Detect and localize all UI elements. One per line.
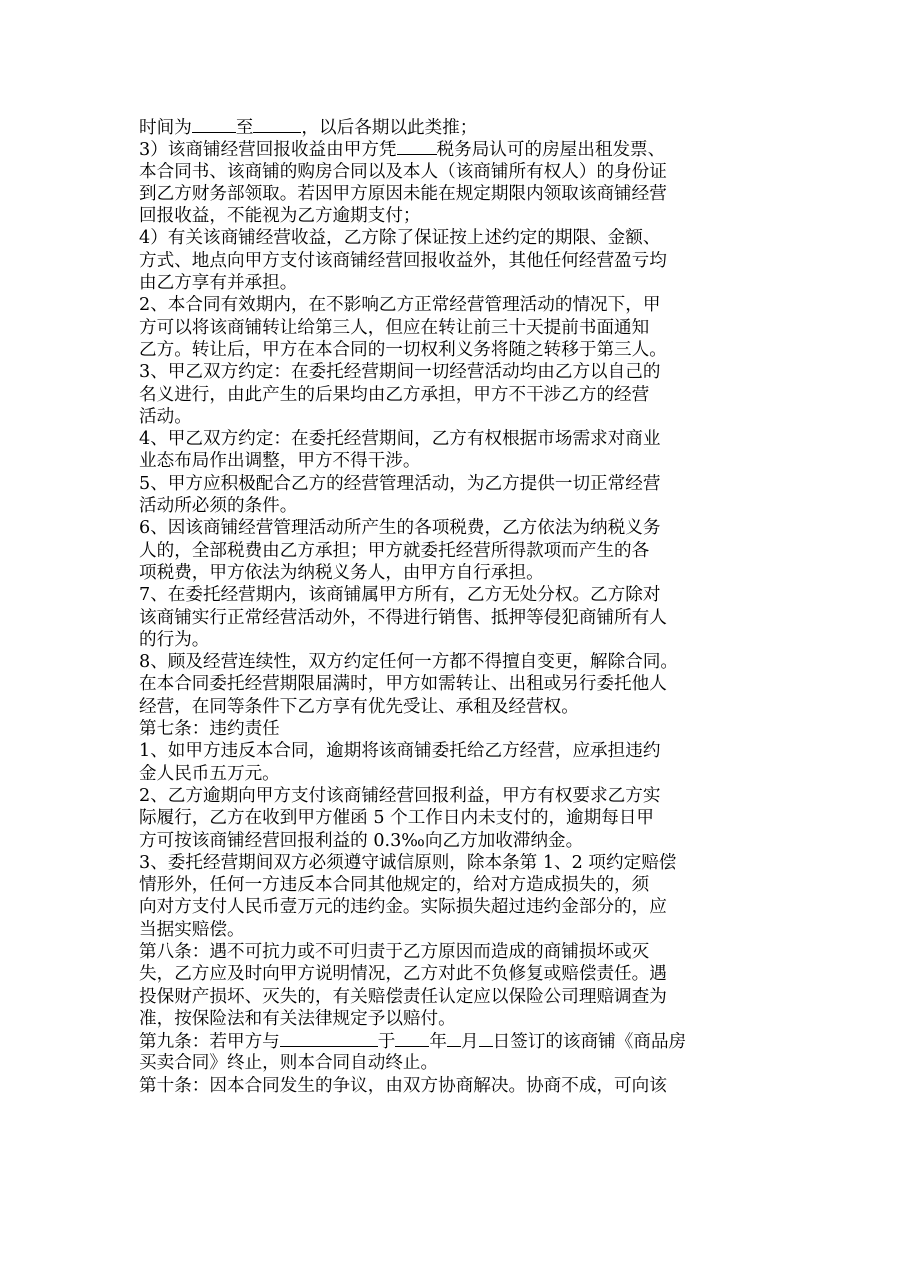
- text-line: 在本合同委托经营期限届满时，甲方如需转让、出租或另行委托他人: [139, 674, 667, 695]
- text-line: 第九条：若甲方与 于 年 月 日签订的该商铺《商品房: [139, 1032, 687, 1053]
- text-line: 业态布局作出调整，甲方不得干涉。: [139, 451, 421, 472]
- text-line: 际履行，乙方在收到甲方催函 5 个工作日内未支付的，逾期每日甲: [139, 808, 655, 829]
- contract-body-text: [139, 116, 799, 1097]
- text-line: 该商铺实行正常经营活动外，不得进行销售、抵押等侵犯商铺所有人: [139, 607, 667, 628]
- text-line: 的行为。: [139, 629, 210, 650]
- text-line: 方式、地点向甲方支付该商铺经营回报收益外，其他任何经营盈亏均: [139, 250, 667, 271]
- fill-in-blank: [479, 1030, 493, 1047]
- text-line: 活动。: [139, 406, 192, 427]
- text-line: 由乙方享有并承担。: [139, 273, 298, 294]
- text-line: 3、甲乙双方约定：在委托经营期间一切经营活动均由乙方以自己的: [139, 362, 661, 383]
- text-line: 6、因该商铺经营管理活动所产生的各项税费，乙方依法为纳税义务: [139, 518, 661, 539]
- text-line: 本合同书、该商铺的购房合同以及本人（该商铺所有权人）的身份证: [139, 161, 667, 182]
- text-line: 2、本合同有效期内，在不影响乙方正常经营管理活动的情况下，甲: [139, 295, 661, 316]
- text-line: 8、顾及经营连续性，双方约定任何一方都不得擅自变更，解除合同。: [139, 652, 679, 673]
- fill-in-blank: [280, 1030, 378, 1047]
- text-line: 回报收益，不能视为乙方逾期支付；: [139, 206, 421, 227]
- text-line: 方可按该商铺经营回报利益的 0.3‰向乙方加收滞纳金。: [139, 830, 584, 851]
- fill-in-blank: [192, 116, 236, 133]
- text-line: 人的，全部税费由乙方承担；甲方就委托经营所得款项而产生的各: [139, 540, 650, 561]
- text-line: 投保财产损坏、灭失的，有关赔偿责任认定应以保险公司理赔调查为: [139, 986, 667, 1007]
- text-line: 乙方。转让后，甲方在本合同的一切权利义务将随之转移于第三人。: [139, 339, 667, 360]
- text-line: 4、甲乙双方约定：在委托经营期间，乙方有权根据市场需求对商业: [139, 429, 661, 450]
- text-line: 项税费，甲方依法为纳税义务人，由甲方自行承担。: [139, 562, 544, 583]
- text-line: 第八条：遇不可抗力或不可归责于乙方原因而造成的商铺损坏或灭: [139, 941, 650, 962]
- text-line: 到乙方财务部领取。若因甲方原因未能在规定期限内领取该商铺经营: [139, 183, 667, 204]
- fill-in-blank: [395, 1030, 429, 1047]
- text-line: 7、在委托经营期内，该商铺属甲方所有，乙方无处分权。乙方除对: [139, 585, 661, 606]
- text-line: 买卖合同》终止，则本合同自动终止。: [139, 1053, 439, 1074]
- fill-in-blank: [253, 116, 301, 133]
- text-line: 第十条：因本合同发生的争议，由双方协商解决。协商不成，可向该: [139, 1075, 667, 1096]
- text-line: 3）该商铺经营回报收益由甲方凭 税务局认可的房屋出租发票、: [139, 140, 666, 161]
- text-line: 准，按保险法和有关法律规定予以赔付。: [139, 1008, 456, 1029]
- text-line: 3、委托经营期间双方必须遵守诚信原则，除本条第 1、2 项约定赔偿: [139, 852, 677, 873]
- text-line: 情形外，任何一方违反本合同其他规定的，给对方造成损失的，须: [139, 875, 650, 896]
- text-line: 时间为 至 ，以后各期以此类推；: [139, 118, 478, 138]
- text-line: 向对方支付人民币壹万元的违约金。实际损失超过违约金部分的，应: [139, 897, 667, 918]
- text-line: 当据实赔偿。: [139, 919, 245, 940]
- text-line: 经营，在同等条件下乙方享有优先受让、承租及经营权。: [139, 696, 579, 717]
- section-heading: 第七条：违约责任: [139, 719, 280, 740]
- text-line: 2、乙方逾期向甲方支付该商铺经营回报利益，甲方有权要求乙方实: [139, 785, 661, 806]
- text-line: 失，乙方应及时向甲方说明情况，乙方对此不负修复或赔偿责任。遇: [139, 964, 667, 985]
- text-line: 金人民币五万元。: [139, 763, 280, 784]
- text-line: 方可以将该商铺转让给第三人，但应在转让前三十天提前书面通知: [139, 317, 650, 338]
- fill-in-blank: [397, 138, 437, 155]
- text-line: 1、如甲方违反本合同，逾期将该商铺委托给乙方经营，应承担违约: [139, 741, 661, 762]
- text-line: 4）有关该商铺经营收益，乙方除了保证按上述约定的期限、金额、: [139, 228, 661, 249]
- text-line: 名义进行，由此产生的后果均由乙方承担，甲方不干涉乙方的经营: [139, 384, 650, 405]
- fill-in-blank: [447, 1030, 461, 1047]
- text-line: 活动所必须的条件。: [139, 496, 298, 517]
- text-line: 5、甲方应积极配合乙方的经营管理活动，为乙方提供一切正常经营: [139, 473, 661, 494]
